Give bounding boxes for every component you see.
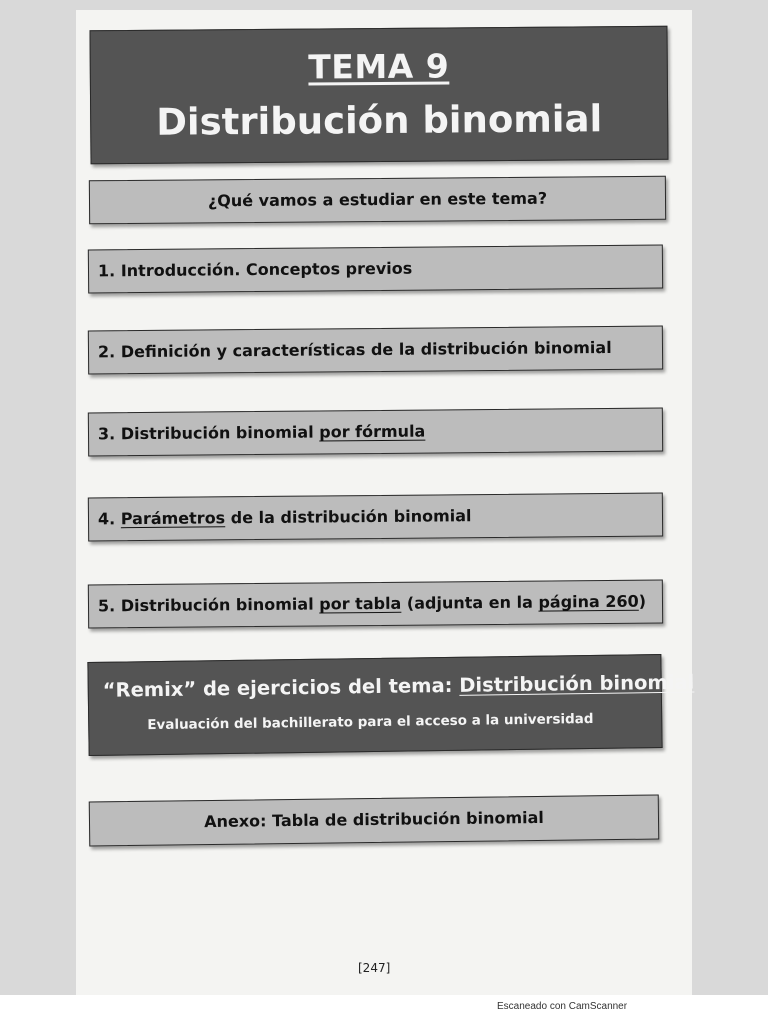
section-1-label: 1. Introducción. Conceptos previos xyxy=(97,258,413,281)
section-5-box xyxy=(88,579,663,628)
section-3-underlined: por fórmula xyxy=(319,421,426,442)
section-4-label xyxy=(98,506,472,528)
remix-prefix: “Remix” de ejercicios del tema: xyxy=(102,673,453,702)
annex-box xyxy=(89,795,660,847)
section-4-box xyxy=(88,492,663,541)
page-title: Distribución binomial xyxy=(156,97,603,144)
title-banner xyxy=(89,26,668,165)
remix-topic: Distribución binomial xyxy=(459,670,695,697)
section-5-label xyxy=(98,592,646,616)
scanner-watermark: Escaneado con CamScanner xyxy=(497,1001,628,1012)
intro-question-box xyxy=(89,176,666,225)
section-4-underlined: Parámetros xyxy=(120,508,226,529)
page-number: [247] xyxy=(358,961,391,975)
section-5-text2: (adjunta en la xyxy=(406,592,533,613)
section-4-text: de la distribución binomial xyxy=(230,506,472,528)
section-5-underlined2: página 260 xyxy=(538,591,639,612)
section-3-number: 3. xyxy=(97,424,116,444)
remix-subtitle: Evaluación del bachillerato para el acceso a la universidad xyxy=(147,710,594,734)
footer-strip xyxy=(0,995,768,1024)
section-4-number: 4. xyxy=(97,509,116,529)
section-5-text3: ) xyxy=(638,591,647,611)
section-5-underlined: por tabla xyxy=(319,593,402,614)
remix-heading xyxy=(103,671,695,702)
annex-label: Anexo: Tabla de distribución binomial xyxy=(204,807,544,832)
section-5-text: Distribución binomial xyxy=(120,594,314,616)
section-2-box xyxy=(88,325,663,374)
section-5-number: 5. xyxy=(97,596,116,616)
section-3-text: Distribución binomial xyxy=(120,422,314,444)
tema-number: TEMA 9 xyxy=(308,46,450,87)
remix-banner xyxy=(87,654,695,756)
section-2-label: 2. Definición y características de la distribución binomial xyxy=(97,337,612,362)
intro-question: ¿Qué vamos a estudiar en este tema? xyxy=(207,188,548,211)
section-3-box xyxy=(88,407,663,456)
section-3-label xyxy=(98,422,425,444)
section-1-box xyxy=(88,244,663,293)
